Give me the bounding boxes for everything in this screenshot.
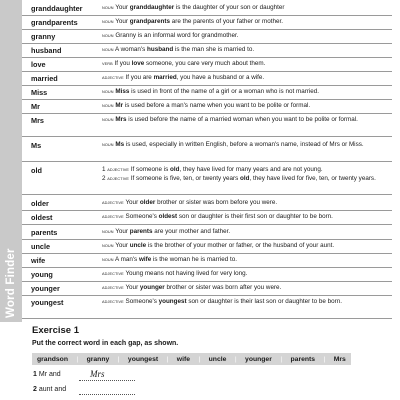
entry-row [22, 58, 392, 72]
entry-definitions [102, 284, 390, 293]
entry-definitions [102, 4, 390, 13]
word-option: younger [245, 355, 272, 363]
definition-text: Your younger brother or sister was born after you were. [125, 284, 282, 291]
entry-word: young [31, 270, 53, 279]
definition-text: Granny is an informal word for grandmother. [115, 32, 239, 39]
entry-word: granddaughter [31, 4, 83, 13]
entry-definitions [102, 242, 390, 251]
entry-row [22, 211, 392, 225]
definition-text: Someone's youngest son or daughter is their last son or daughter to be born. [125, 298, 343, 305]
entry-word: Mrs [31, 116, 44, 125]
part-of-speech: NOUN [102, 104, 114, 108]
definition [102, 166, 390, 175]
entry-row [22, 72, 392, 86]
entry-word: granny [31, 32, 56, 41]
entry-definitions [102, 18, 390, 27]
glossary-table [22, 0, 392, 322]
definition [102, 102, 390, 111]
entry-definitions [102, 60, 390, 69]
part-of-speech: ADJECTIVE [107, 176, 130, 181]
sense-number: 2 [102, 174, 106, 182]
part-of-speech: ADJECTIVE [102, 76, 124, 80]
item-number: 1 [33, 371, 37, 378]
definition-text: If you love someone, you care very much about them. [114, 60, 266, 67]
definition [102, 18, 390, 27]
entry-word: oldest [31, 213, 53, 222]
definition [102, 88, 390, 97]
definition [102, 116, 390, 125]
exercise-instruction: Put the correct word in each gap, as shown. [32, 340, 179, 347]
entry-row [22, 30, 392, 44]
entry-word: youngest [31, 298, 64, 307]
answer-gap-2[interactable] [79, 394, 135, 395]
word-option: granny [86, 355, 110, 363]
entry-row [22, 226, 392, 240]
part-of-speech: ADJECTIVE [102, 300, 124, 304]
entry-row [22, 16, 392, 30]
definition-text: Your granddaughter is the daughter of your son or daughter [115, 4, 285, 11]
item-number: 2 [33, 386, 37, 393]
entry-row [22, 268, 392, 282]
sidebar-label: Word Finder [5, 248, 17, 318]
entry-row [22, 100, 392, 114]
definition [102, 199, 390, 208]
entry-row [22, 114, 392, 137]
word-separator: | [198, 355, 201, 363]
item-text: aunt and [38, 386, 67, 393]
entry-definitions [102, 256, 390, 265]
definition-text: Your parents are your mother and father. [115, 228, 231, 235]
word-separator: | [323, 355, 326, 363]
entry-word: parents [31, 228, 58, 237]
answer-gap-1[interactable] [79, 380, 135, 381]
entry-row [22, 197, 392, 211]
part-of-speech: NOUN [102, 20, 114, 24]
word-option: wife [176, 355, 190, 363]
entry-definitions [102, 199, 390, 208]
definition-text: Someone's oldest son or daughter is their first son or daughter to be born. [125, 213, 333, 220]
part-of-speech: NOUN [102, 143, 114, 147]
entry-row [22, 254, 392, 268]
part-of-speech: ADJECTIVE [107, 168, 130, 172]
word-option: uncle [208, 355, 227, 363]
entry-row [22, 282, 392, 296]
definition [102, 256, 390, 265]
word-option: youngest [127, 355, 159, 363]
definition-text: Ms is used, especially in written English, before a woman's name, instead of Mrs or Miss. [115, 141, 364, 148]
definition [102, 284, 390, 293]
definition [102, 74, 390, 83]
handwritten-answer: Mrs [90, 369, 105, 379]
entry-definitions [102, 102, 390, 111]
entry-definitions [102, 141, 390, 150]
definition [102, 175, 390, 184]
part-of-speech: ADJECTIVE [102, 286, 124, 290]
part-of-speech: NOUN [102, 244, 114, 248]
entry-row [22, 2, 392, 16]
word-option: parents [290, 355, 316, 363]
entry-definitions [102, 116, 390, 125]
definition [102, 213, 390, 222]
entry-definitions [102, 298, 390, 307]
entry-word: younger [31, 284, 60, 293]
definition-text: If someone is old, they have lived for many years and are not young. [130, 166, 323, 173]
part-of-speech: NOUN [102, 48, 114, 52]
definition [102, 141, 390, 150]
definition-text: Mrs is used before the name of a married woman when you want to be polite or formal. [115, 116, 358, 123]
word-finder-sidebar [0, 0, 22, 322]
entry-word: old [31, 166, 42, 175]
word-option: Mrs [333, 355, 346, 363]
word-separator: | [280, 355, 283, 363]
entry-definitions [102, 88, 390, 97]
word-separator: | [117, 355, 120, 363]
entry-definitions [102, 228, 390, 237]
entry-word: wife [31, 256, 46, 265]
definition-text: Your older brother or sister was born before you were. [125, 199, 278, 206]
entry-word: Ms [31, 141, 42, 150]
definition-text: If someone is five, ten, or twenty years old, they have lived for five, ten, or twenty years. [130, 174, 376, 182]
word-separator: | [76, 355, 79, 363]
word-option: grandson [37, 355, 68, 363]
entry-row [22, 164, 392, 195]
part-of-speech: ADJECTIVE [102, 272, 124, 276]
definition [102, 242, 390, 251]
definition [102, 60, 390, 69]
definition [102, 46, 390, 55]
entry-definitions [102, 74, 390, 83]
exercise-title: Exercise 1 [32, 325, 80, 336]
entry-word: married [31, 74, 58, 83]
entry-row [22, 296, 392, 319]
item-text: Mr and [38, 371, 61, 378]
entry-definitions [102, 32, 390, 41]
definition [102, 32, 390, 41]
part-of-speech: NOUN [102, 258, 114, 262]
entry-word: grandparents [31, 18, 78, 27]
definition [102, 298, 390, 307]
word-separator: | [234, 355, 237, 363]
definition-text: If you are married, you have a husband or a wife. [125, 74, 265, 81]
entry-row [22, 44, 392, 58]
definition-text: Young means not having lived for very long. [125, 270, 248, 277]
part-of-speech: NOUN [102, 118, 114, 122]
exercise-item-1 [33, 371, 61, 378]
definition-text: A man's wife is the woman he is married to. [115, 256, 237, 263]
entry-row [22, 86, 392, 100]
definition-text: A woman's husband is the man she is married to. [115, 46, 255, 53]
sense-number: 1 [102, 166, 106, 173]
definition [102, 4, 390, 13]
entry-word: Mr [31, 102, 40, 111]
part-of-speech: NOUN [102, 6, 114, 10]
definition [102, 228, 390, 237]
part-of-speech: NOUN [102, 230, 114, 234]
word-box [32, 353, 351, 365]
entry-word: love [31, 60, 46, 69]
definition-text: Your grandparents are the parents of your father or mother. [115, 18, 284, 25]
entry-word: husband [31, 46, 62, 55]
part-of-speech: VERB [102, 62, 113, 66]
definition-text: Your uncle is the brother of your mother or father, or the husband of your aunt. [115, 242, 335, 249]
entry-definitions [102, 270, 390, 279]
exercise-item-2 [33, 386, 66, 393]
entry-word: uncle [31, 242, 51, 251]
part-of-speech: NOUN [102, 90, 114, 94]
definition-text: Mr is used before a man's name when you want to be polite or formal. [115, 102, 311, 109]
entry-word: Miss [31, 88, 48, 97]
part-of-speech: ADJECTIVE [102, 215, 124, 219]
entry-row [22, 139, 392, 162]
part-of-speech: NOUN [102, 34, 114, 38]
entry-word: older [31, 199, 49, 208]
part-of-speech: ADJECTIVE [102, 201, 124, 205]
entry-row [22, 240, 392, 254]
word-separator: | [166, 355, 169, 363]
entry-definitions [102, 166, 390, 183]
entry-definitions [102, 213, 390, 222]
definition [102, 270, 390, 279]
definition-text: Miss is used in front of the name of a girl or a woman who is not married. [115, 88, 320, 95]
entry-definitions [102, 46, 390, 55]
